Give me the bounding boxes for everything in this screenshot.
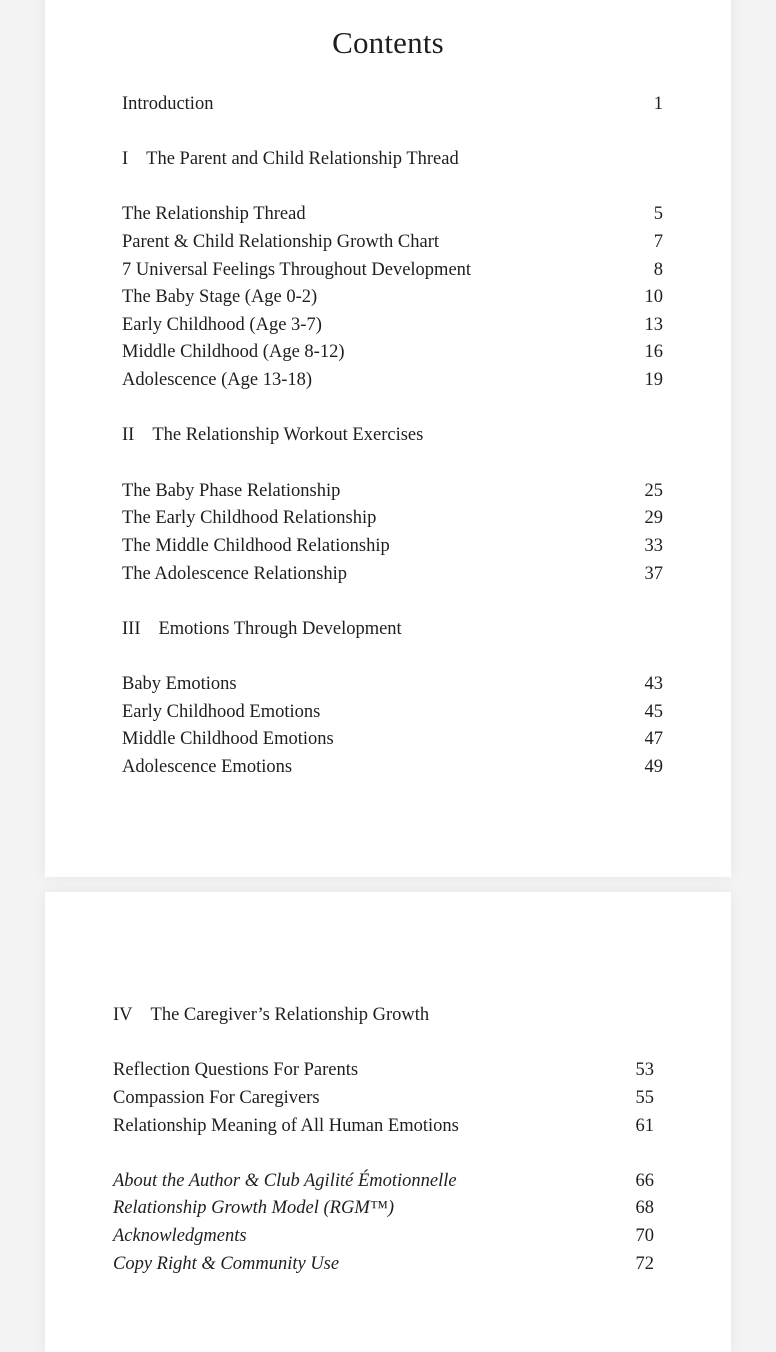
toc-entry-label: Middle Childhood (Age 8-12)	[122, 342, 345, 362]
toc-entry[interactable]	[122, 560, 663, 588]
toc-entry[interactable]	[122, 725, 663, 753]
toc-entry-page: 10	[644, 287, 663, 307]
toc-entry-label: 7 Universal Feelings Throughout Development	[122, 260, 472, 280]
toc-entry[interactable]	[113, 1084, 654, 1112]
section-title: The Relationship Workout Exercises	[152, 425, 424, 445]
toc-entry-page: 55	[635, 1088, 654, 1108]
toc-entry-page: 66	[635, 1171, 654, 1191]
toc-entry-page: 13	[644, 315, 663, 335]
toc-entry-label: Middle Childhood Emotions	[122, 729, 334, 749]
toc-entry-label: Parent & Child Relationship Growth Chart	[122, 232, 440, 252]
toc-entry-label: The Early Childhood Relationship	[122, 508, 377, 528]
toc-entry[interactable]	[122, 504, 663, 532]
toc-entry-label: Reflection Questions For Parents	[113, 1060, 359, 1080]
toc-section-heading-4[interactable]	[113, 1001, 654, 1029]
toc-entry[interactable]	[122, 256, 663, 284]
toc-entry-page: 37	[644, 564, 663, 584]
toc-entry-label: Introduction	[122, 94, 214, 114]
toc-entry-page: 72	[635, 1254, 654, 1274]
toc-entry-page: 61	[635, 1116, 654, 1136]
toc-entry-label: Compassion For Caregivers	[113, 1088, 320, 1108]
toc-entry[interactable]	[122, 532, 663, 560]
toc-entry-label: The Baby Stage (Age 0-2)	[122, 287, 318, 307]
toc-section-heading-3[interactable]	[122, 615, 663, 643]
toc-entry[interactable]	[122, 311, 663, 339]
toc-entry[interactable]	[122, 200, 663, 228]
toc-entry-page: 19	[644, 370, 663, 390]
toc-entry-label: About the Author & Club Agilité Émotionnelle	[113, 1171, 457, 1191]
toc-entry-page: 29	[644, 508, 663, 528]
toc-entry-label: Copy Right & Community Use	[113, 1254, 340, 1274]
toc-entry-page: 8	[653, 260, 663, 280]
toc-entry-introduction[interactable]	[122, 90, 663, 118]
toc-entry-page: 70	[635, 1226, 654, 1246]
toc-entry-label: Adolescence Emotions	[122, 757, 293, 777]
toc-entry[interactable]	[122, 753, 663, 781]
toc-entry-page: 47	[644, 729, 663, 749]
toc-entry[interactable]	[122, 698, 663, 726]
toc-entry-label: The Middle Childhood Relationship	[122, 536, 390, 556]
toc-entry-label: Baby Emotions	[122, 674, 237, 694]
toc-entry[interactable]	[113, 1112, 654, 1140]
toc-entry-page: 53	[635, 1060, 654, 1080]
section-numeral: IV	[113, 1005, 133, 1025]
toc-entry-label: The Baby Phase Relationship	[122, 481, 341, 501]
toc-entry-page: 68	[635, 1198, 654, 1218]
toc-backmatter-entry[interactable]	[113, 1222, 654, 1250]
toc-entry-label: Adolescence (Age 13-18)	[122, 370, 313, 390]
section-numeral: I	[122, 149, 129, 169]
section-numeral: III	[122, 619, 141, 639]
toc-entry-page: 7	[653, 232, 663, 252]
contents-page-1	[45, 0, 731, 877]
toc-entry-label: Relationship Growth Model (RGM™)	[113, 1198, 395, 1218]
toc-entry-page: 43	[644, 674, 663, 694]
toc-entry-page: 1	[653, 94, 663, 114]
section-numeral: II	[122, 425, 135, 445]
toc-backmatter-entry[interactable]	[113, 1250, 654, 1278]
toc-entry[interactable]	[122, 477, 663, 505]
toc-entry-page: 49	[644, 757, 663, 777]
toc-entry[interactable]	[122, 283, 663, 311]
toc-entry-label: The Adolescence Relationship	[122, 564, 348, 584]
toc-entry[interactable]	[122, 670, 663, 698]
toc-entry-page: 16	[644, 342, 663, 362]
page-title: Contents	[332, 25, 444, 60]
contents-page-2	[45, 892, 731, 1352]
toc-entry[interactable]	[122, 338, 663, 366]
toc-entry-page: 45	[644, 702, 663, 722]
section-title: The Caregiver’s Relationship Growth	[150, 1005, 430, 1025]
section-title: Emotions Through Development	[158, 619, 402, 639]
toc-entry-page: 5	[653, 204, 663, 224]
toc-entry-label: Relationship Meaning of All Human Emotions	[113, 1116, 459, 1136]
toc-entry-label: Early Childhood (Age 3-7)	[122, 315, 322, 335]
toc-entry-label: Early Childhood Emotions	[122, 702, 321, 722]
toc-section-heading-1[interactable]	[122, 145, 663, 173]
toc-entry-page: 33	[644, 536, 663, 556]
toc-entry[interactable]	[122, 228, 663, 256]
toc-entry-page: 25	[644, 481, 663, 501]
toc-entry[interactable]	[113, 1056, 654, 1084]
toc-section-heading-2[interactable]	[122, 421, 663, 449]
toc-backmatter-entry[interactable]	[113, 1167, 654, 1195]
toc-entry[interactable]	[122, 366, 663, 394]
toc-entry-label: The Relationship Thread	[122, 204, 306, 224]
toc-entry-label: Acknowledgments	[113, 1226, 247, 1246]
section-title: The Parent and Child Relationship Thread	[146, 149, 459, 169]
toc-backmatter-entry[interactable]	[113, 1194, 654, 1222]
